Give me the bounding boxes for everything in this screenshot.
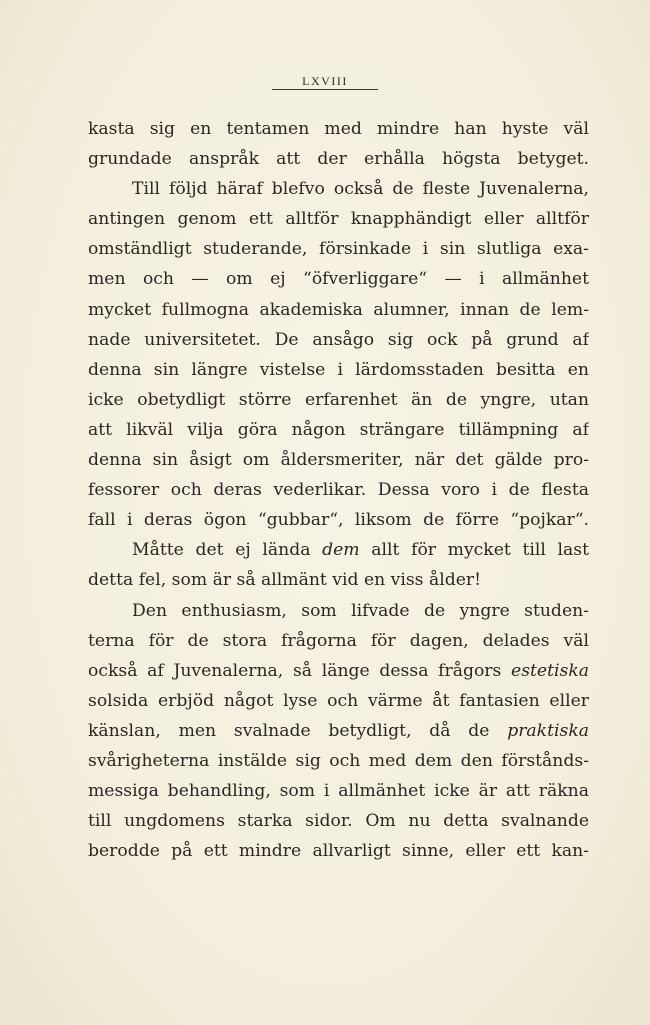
text-line: grundade anspråk att der erhålla högsta betyget.	[88, 149, 589, 170]
text-line: att likväl vilja göra någon strängare tillämpning af	[88, 419, 589, 440]
text-line: icke obetydligt större erfarenhet än de yngre, utan	[88, 389, 589, 410]
text-line: nade universitetet. De ansågo sig ock på grund af	[88, 329, 589, 350]
text-line: men och — om ej “öfverliggare“ — i allmänhet	[88, 269, 589, 290]
text-segment: också af Juvenalerna, så länge dessa frågors	[88, 660, 512, 681]
text-line	[88, 535, 589, 565]
text-line	[88, 716, 589, 746]
text-line: kasta sig en tentamen med mindre han hyste väl	[88, 119, 589, 139]
emphasized-word: praktiska	[507, 720, 589, 741]
text-line	[88, 656, 589, 686]
text-line: detta fel, som är så allmänt vid en viss ålder!	[88, 570, 481, 591]
text-line: svårigheterna instälde sig och med dem den förstånds-	[88, 750, 589, 771]
body-text	[88, 114, 589, 866]
text-line: denna sin åsigt om åldersmeriter, när det gälde pro-	[88, 450, 589, 471]
emphasized-word: estetiska	[511, 660, 589, 681]
text-segment: känslan, men svalnade betydligt, då de	[88, 720, 508, 741]
emphasized-word: dem	[322, 540, 360, 561]
text-line: berodde på ett mindre allvarligt sinne, eller ett kan-	[88, 841, 589, 862]
text-line: fessorer och deras vederlikar. Dessa voro i de flesta	[88, 480, 589, 501]
text-segment: Måtte det ej lända	[132, 540, 323, 561]
text-line: antingen genom ett alltför knapphändigt eller alltför	[88, 209, 589, 230]
header-rule	[272, 89, 378, 90]
text-line: fall i deras ögon “gubbar“, liksom de förre “pojkar“.	[88, 510, 589, 531]
page-header	[0, 70, 650, 89]
text-line: omständligt studerande, försinkade i sin slutliga exa-	[88, 239, 589, 260]
text-line: solsida erbjöd något lyse och värme åt fantasien eller	[88, 690, 589, 711]
text-line: denna sin längre vistelse i lärdomsstaden besitta en	[88, 359, 589, 380]
text-line: Till följd häraf blefvo också de fleste Juvenalerna,	[132, 179, 589, 200]
page-number: LXVIII	[302, 74, 348, 88]
text-line: terna för de stora frågorna för dagen, delades väl	[88, 630, 589, 651]
text-line: mycket fullmogna akademiska alumner, innan de lem-	[88, 299, 589, 320]
text-line: Den enthusiasm, som lifvade de yngre studen-	[132, 600, 589, 621]
text-segment: allt för mycket till last	[359, 540, 589, 561]
text-line: messiga behandling, som i allmänhet icke är att räkna	[88, 781, 589, 802]
text-line: till ungdomens starka sidor. Om nu detta svalnande	[88, 811, 589, 832]
